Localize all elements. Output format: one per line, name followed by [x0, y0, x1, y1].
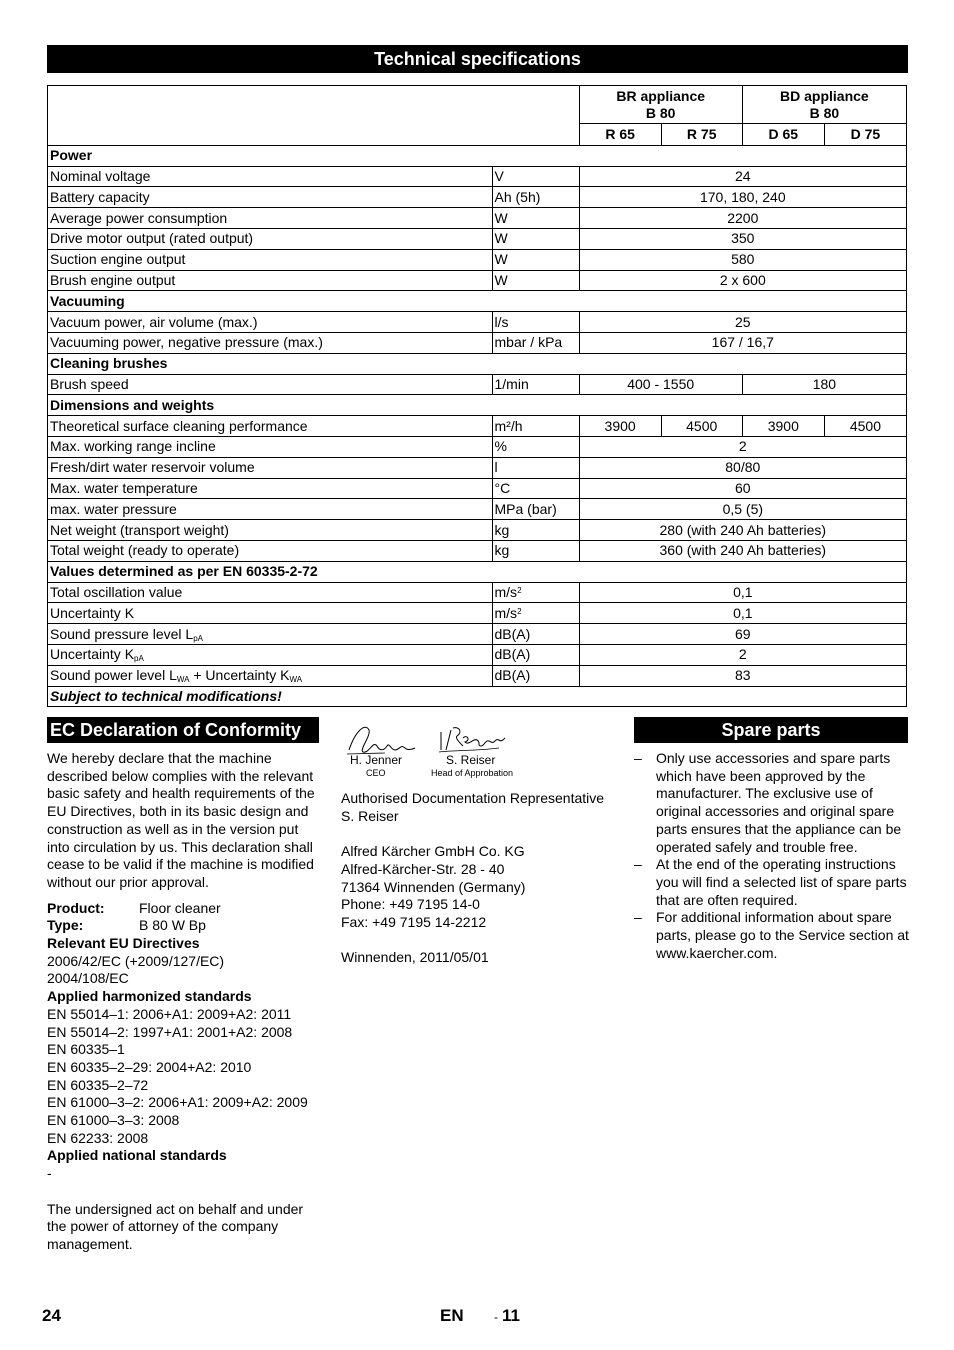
section-row-power: Power — [48, 145, 907, 166]
table-header-groups — [48, 86, 907, 124]
section-title-spare-parts: Spare parts — [634, 717, 908, 743]
ec-intro-text: We hereby declare that the machine described below complies with the relevant basic safety and health requirements of the EU Directives, both in its basic design and construction as well as in the version put into circulation by us. This declaration shall cease to be valid if the machine is modified without our prior approval. — [47, 750, 315, 890]
standard-item: EN 55014–1: 2006+A1: 2009+A2: 2011 — [47, 1005, 292, 1022]
table-row: Suction engine output W 580 — [48, 249, 907, 270]
national-value: - — [47, 1165, 52, 1182]
place-date: Winnenden, 2011/05/01 — [341, 949, 489, 966]
product-value: Floor cleaner — [139, 899, 221, 916]
section-title-technical-specifications: Technical specifications — [47, 45, 908, 73]
table-row: Uncertainty $K_{pA}$ dB(A) 2 — [48, 644, 907, 665]
table-footnote: Subject to technical modifications! — [48, 686, 907, 707]
standard-item: EN 60335–1 — [47, 1041, 125, 1058]
spare-parts-column — [634, 750, 909, 962]
variant-r75: R 75 — [661, 124, 742, 146]
product-row — [47, 900, 322, 918]
page-number: 24 — [42, 1306, 61, 1325]
table-header-bd-appliance: BD appliance B 80 — [742, 86, 906, 124]
table-row: Sound power level $L_{WA}$ + Uncertainty $K_{WA}$ dB(A) 83 — [48, 665, 907, 686]
table-row: Fresh/dirt water reservoir volume l 80/80 — [48, 457, 907, 478]
table-row: Sound pressure level $L_{pA}$ dB(A) 69 — [48, 624, 907, 645]
section-row-values: Values determined as per EN 60335-2-72 — [48, 561, 907, 582]
standard-item: EN 55014–2: 1997+A1: 2001+A2: 2008 — [47, 1023, 293, 1040]
signatory-name: S. Reiser — [446, 753, 496, 767]
table-row: Drive motor output (rated output) W 350 — [48, 228, 907, 249]
variant-r65: R 65 — [579, 124, 661, 146]
harmonized-heading: Applied harmonized standards — [47, 988, 252, 1005]
standard-item: EN 61000–3–3: 2008 — [47, 1112, 180, 1129]
section-row-vacuuming: Vacuuming — [48, 291, 907, 312]
directives-heading: Relevant EU Directives — [47, 935, 200, 952]
ec-declaration-column — [47, 750, 322, 1254]
signatory-name: H. Jenner — [350, 753, 403, 767]
representative-name: S. Reiser — [341, 807, 399, 824]
company-phone: Phone: +49 7195 14-0 — [341, 896, 480, 913]
representative-title: Authorised Documentation Representative — [341, 790, 605, 806]
standard-item: EN 61000–3–2: 2006+A1: 2009+A2: 2009 — [47, 1094, 308, 1111]
undersigned-text: The undersigned act on behalf and under the power of attorney of the company management. — [47, 1200, 304, 1252]
list-item: – Only use accessories and spare parts which have been approved by the manufacturer. The exclusive use of original accessories and original spare parts ensures that the appliance can be operated safely and trouble free. — [634, 750, 902, 855]
table-header-blank — [48, 86, 580, 146]
type-label: Type: — [47, 917, 84, 934]
company-fax: Fax: +49 7195 14-2212 — [341, 913, 487, 930]
table-header-br-appliance: BR appliance B 80 — [579, 86, 742, 124]
table-row: Net weight (transport weight) kg 280 (with 240 Ah batteries) — [48, 520, 907, 541]
list-item: – For additional information about spare parts, please go to the Service section at www.kaercher.com. — [634, 909, 909, 961]
table-row: Uncertainty K $m/s^2$ 0,1 — [48, 603, 907, 624]
section-row-dimensions: Dimensions and weights — [48, 395, 907, 416]
company-street: Alfred-Kärcher-Str. 28 - 40 — [341, 860, 505, 877]
language-code: EN — [440, 1306, 464, 1325]
standard-item: EN 62233: 2008 — [47, 1129, 149, 1146]
list-item: – At the end of the operating instructions you will find a selected list of spare parts that are often required. — [634, 856, 907, 908]
section-page-number: - 11 — [494, 1306, 520, 1325]
table-row: Average power consumption W 2200 — [48, 208, 907, 229]
variant-d65: D 65 — [742, 124, 824, 146]
company-city: 71364 Winnenden (Germany) — [341, 878, 526, 895]
directive-item: 2004/108/EC — [47, 970, 129, 987]
table-row: Vacuum power, air volume (max.) l/s 25 — [48, 312, 907, 333]
table-row: Battery capacity Ah (5h) 170, 180, 240 — [48, 187, 907, 208]
table-row: Brush speed 1/min 400 - 1550 180 — [48, 374, 907, 395]
table-row: Theoretical surface cleaning performance m²/h 3900 4500 3900 4500 — [48, 416, 907, 437]
directive-item: 2006/42/EC (+2009/127/EC) — [47, 952, 225, 969]
standard-item: EN 60335–2–72 — [47, 1076, 149, 1093]
spacer — [47, 1183, 322, 1201]
table-row: Max. working range incline % 2 — [48, 436, 907, 457]
type-value: B 80 W Bp — [139, 917, 206, 934]
table-row: Nominal voltage V 24 — [48, 166, 907, 187]
table-row: Brush engine output W 2 x 600 — [48, 270, 907, 291]
technical-specifications-table — [47, 85, 907, 707]
standard-item: EN 60335–2–29: 2004+A2: 2010 — [47, 1058, 252, 1075]
table-row: Vacuuming power, negative pressure (max.) mbar / kPa 167 / 16,7 — [48, 332, 907, 353]
product-label: Product: — [47, 899, 105, 916]
national-heading: Applied national standards — [47, 1147, 227, 1164]
variant-d75: D 75 — [824, 124, 906, 146]
table-row: max. water pressure MPa (bar) 0,5 (5) — [48, 499, 907, 520]
signatory-role: CEO — [366, 768, 386, 778]
signatures-block — [341, 720, 621, 780]
company-name: Alfred Kärcher GmbH Co. KG — [341, 843, 525, 860]
type-row — [47, 917, 322, 935]
table-row: Max. water temperature °C 60 — [48, 478, 907, 499]
section-row-brushes: Cleaning brushes — [48, 353, 907, 374]
table-row: Total oscillation value $m/s^2$ 0,1 — [48, 582, 907, 603]
signatory-role: Head of Approbation — [431, 768, 514, 778]
section-title-ec-declaration: EC Declaration of Conformity — [47, 717, 319, 743]
table-row: Total weight (ready to operate) kg 360 (with 240 Ah batteries) — [48, 540, 907, 561]
signature-column — [341, 720, 621, 967]
